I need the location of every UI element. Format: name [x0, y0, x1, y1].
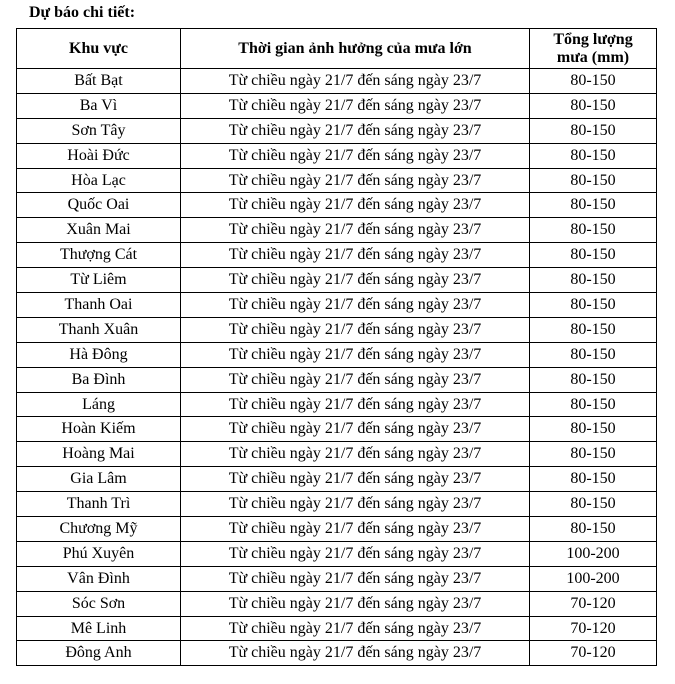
- table-row: [17, 317, 657, 342]
- cell-area: Vân Đình: [17, 566, 181, 591]
- cell-rainfall: 80-150: [530, 268, 657, 293]
- cell-rainfall: 80-150: [530, 417, 657, 442]
- cell-rainfall: 80-150: [530, 93, 657, 118]
- cell-rainfall: 70-120: [530, 616, 657, 641]
- cell-time: Từ chiều ngày 21/7 đến sáng ngày 23/7: [181, 293, 530, 318]
- cell-rainfall: 80-150: [530, 293, 657, 318]
- cell-rainfall: 80-150: [530, 442, 657, 467]
- cell-rainfall: 80-150: [530, 243, 657, 268]
- cell-rainfall: 80-150: [530, 168, 657, 193]
- cell-area: Hòa Lạc: [17, 168, 181, 193]
- cell-time: Từ chiều ngày 21/7 đến sáng ngày 23/7: [181, 168, 530, 193]
- column-header-area: Khu vực: [17, 29, 181, 69]
- cell-time: Từ chiều ngày 21/7 đến sáng ngày 23/7: [181, 467, 530, 492]
- cell-rainfall: 80-150: [530, 118, 657, 143]
- column-header-rainfall: Tổng lượng mưa (mm): [530, 29, 657, 69]
- cell-rainfall: 80-150: [530, 342, 657, 367]
- cell-time: Từ chiều ngày 21/7 đến sáng ngày 23/7: [181, 268, 530, 293]
- cell-rainfall: 80-150: [530, 467, 657, 492]
- cell-area: Đông Anh: [17, 641, 181, 666]
- cell-area: Láng: [17, 392, 181, 417]
- cell-rainfall: 80-150: [530, 218, 657, 243]
- cell-time: Từ chiều ngày 21/7 đến sáng ngày 23/7: [181, 367, 530, 392]
- table-row: [17, 566, 657, 591]
- cell-area: Quốc Oai: [17, 193, 181, 218]
- cell-rainfall: 70-120: [530, 641, 657, 666]
- cell-time: Từ chiều ngày 21/7 đến sáng ngày 23/7: [181, 417, 530, 442]
- cell-rainfall: 70-120: [530, 591, 657, 616]
- cell-time: Từ chiều ngày 21/7 đến sáng ngày 23/7: [181, 392, 530, 417]
- cell-area: Thanh Trì: [17, 492, 181, 517]
- table-row: [17, 641, 657, 666]
- cell-area: Gia Lâm: [17, 467, 181, 492]
- cell-time: Từ chiều ngày 21/7 đến sáng ngày 23/7: [181, 616, 530, 641]
- table-row: [17, 93, 657, 118]
- table-row: [17, 541, 657, 566]
- table-row: [17, 118, 657, 143]
- cell-time: Từ chiều ngày 21/7 đến sáng ngày 23/7: [181, 641, 530, 666]
- cell-time: Từ chiều ngày 21/7 đến sáng ngày 23/7: [181, 243, 530, 268]
- table-row: [17, 367, 657, 392]
- cell-time: Từ chiều ngày 21/7 đến sáng ngày 23/7: [181, 143, 530, 168]
- table-row: [17, 193, 657, 218]
- cell-area: Ba Đình: [17, 367, 181, 392]
- header-row: [17, 29, 657, 69]
- cell-rainfall: 80-150: [530, 69, 657, 94]
- cell-rainfall: 80-150: [530, 517, 657, 542]
- cell-time: Từ chiều ngày 21/7 đến sáng ngày 23/7: [181, 317, 530, 342]
- cell-area: Ba Vì: [17, 93, 181, 118]
- cell-time: Từ chiều ngày 21/7 đến sáng ngày 23/7: [181, 566, 530, 591]
- table-row: [17, 467, 657, 492]
- cell-time: Từ chiều ngày 21/7 đến sáng ngày 23/7: [181, 517, 530, 542]
- page-heading: Dự báo chi tiết:: [29, 4, 136, 21]
- cell-time: Từ chiều ngày 21/7 đến sáng ngày 23/7: [181, 69, 530, 94]
- cell-area: Sóc Sơn: [17, 591, 181, 616]
- cell-area: Sơn Tây: [17, 118, 181, 143]
- table-row: [17, 268, 657, 293]
- cell-rainfall: 80-150: [530, 193, 657, 218]
- table-row: [17, 492, 657, 517]
- table-row: [17, 218, 657, 243]
- cell-time: Từ chiều ngày 21/7 đến sáng ngày 23/7: [181, 118, 530, 143]
- table-row: [17, 591, 657, 616]
- table-row: [17, 293, 657, 318]
- cell-time: Từ chiều ngày 21/7 đến sáng ngày 23/7: [181, 342, 530, 367]
- cell-rainfall: 80-150: [530, 317, 657, 342]
- table-row: [17, 442, 657, 467]
- cell-area: Từ Liêm: [17, 268, 181, 293]
- cell-rainfall: 100-200: [530, 541, 657, 566]
- cell-area: Thanh Oai: [17, 293, 181, 318]
- table-row: [17, 243, 657, 268]
- cell-rainfall: 80-150: [530, 367, 657, 392]
- cell-area: Bất Bạt: [17, 69, 181, 94]
- cell-area: Hà Đông: [17, 342, 181, 367]
- cell-area: Phú Xuyên: [17, 541, 181, 566]
- cell-rainfall: 80-150: [530, 143, 657, 168]
- table-row: [17, 517, 657, 542]
- table-row: [17, 616, 657, 641]
- cell-area: Chương Mỹ: [17, 517, 181, 542]
- table-row: [17, 342, 657, 367]
- table-row: [17, 392, 657, 417]
- cell-rainfall: 80-150: [530, 492, 657, 517]
- cell-area: Hoài Đức: [17, 143, 181, 168]
- cell-area: Xuân Mai: [17, 218, 181, 243]
- cell-time: Từ chiều ngày 21/7 đến sáng ngày 23/7: [181, 442, 530, 467]
- cell-area: Hoàn Kiếm: [17, 417, 181, 442]
- cell-area: Thượng Cát: [17, 243, 181, 268]
- cell-rainfall: 80-150: [530, 392, 657, 417]
- cell-time: Từ chiều ngày 21/7 đến sáng ngày 23/7: [181, 218, 530, 243]
- cell-time: Từ chiều ngày 21/7 đến sáng ngày 23/7: [181, 591, 530, 616]
- forecast-table: [16, 28, 657, 666]
- table-row: [17, 417, 657, 442]
- cell-time: Từ chiều ngày 21/7 đến sáng ngày 23/7: [181, 193, 530, 218]
- column-header-time: Thời gian ảnh hưởng của mưa lớn: [181, 29, 530, 69]
- table-row: [17, 143, 657, 168]
- table-row: [17, 168, 657, 193]
- cell-time: Từ chiều ngày 21/7 đến sáng ngày 23/7: [181, 93, 530, 118]
- cell-time: Từ chiều ngày 21/7 đến sáng ngày 23/7: [181, 541, 530, 566]
- cell-area: Hoàng Mai: [17, 442, 181, 467]
- cell-area: Mê Linh: [17, 616, 181, 641]
- table-row: [17, 69, 657, 94]
- cell-rainfall: 100-200: [530, 566, 657, 591]
- cell-area: Thanh Xuân: [17, 317, 181, 342]
- table-body: [17, 69, 657, 666]
- cell-time: Từ chiều ngày 21/7 đến sáng ngày 23/7: [181, 492, 530, 517]
